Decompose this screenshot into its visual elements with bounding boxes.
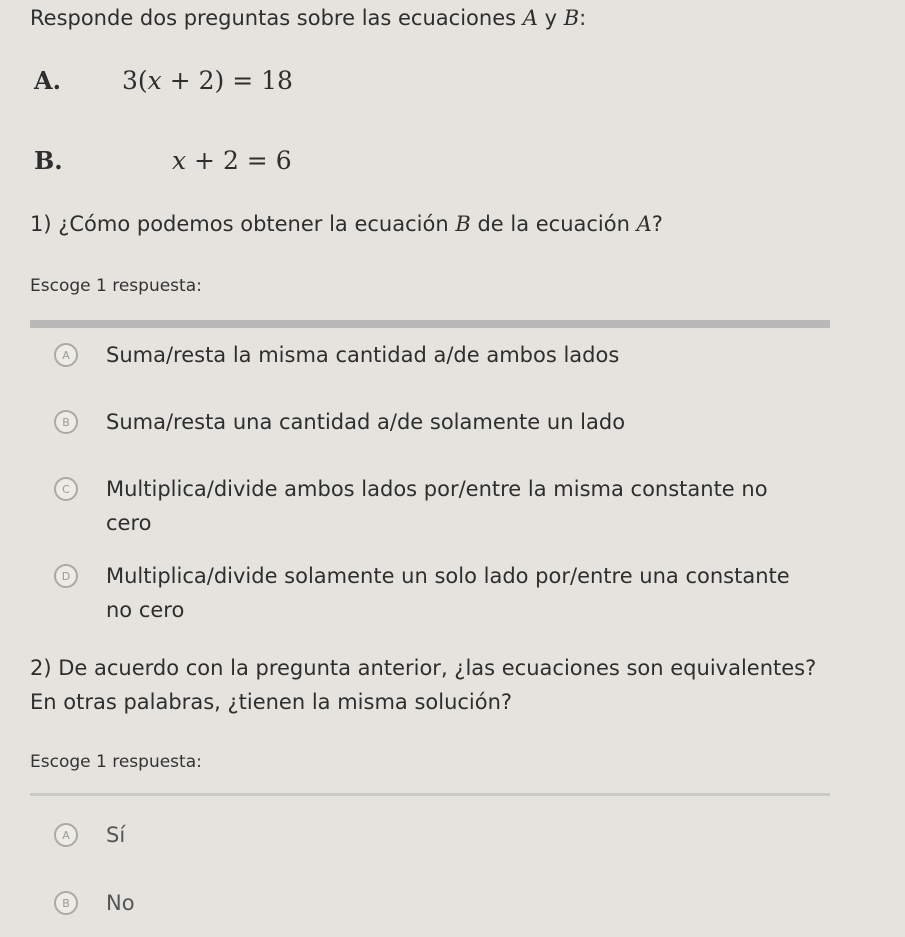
equation-a-var: x	[147, 66, 162, 95]
choice-c-text: Multiplica/divide ambos lados por/entre la misma constante no cero	[106, 477, 768, 535]
equation-a-rest: + 2) = 18	[161, 66, 293, 95]
choice-si-text: Sí	[106, 823, 126, 847]
question-2-line-2: En otras palabras, ¿tienen la misma solución?	[30, 690, 513, 714]
choice-d-text: Multiplica/divide solamente un solo lado por/entre una constante no cero	[106, 564, 790, 622]
choice-a-radio[interactable]: A	[54, 343, 78, 367]
intro-conj: y	[537, 6, 564, 30]
question-1-choice-b[interactable]	[54, 410, 806, 439]
intro-var-a: A	[522, 6, 538, 30]
question-1-prefix: 1) ¿Cómo podemos obtener la ecuación	[30, 212, 456, 236]
choice-a-text: Suma/resta la misma cantidad a/de ambos lados	[106, 343, 620, 367]
intro-var-b: B	[563, 6, 580, 30]
question-1-middle: de la ecuación	[470, 212, 637, 236]
choice-d-radio[interactable]: D	[54, 564, 78, 588]
choice-b-text: Suma/resta una cantidad a/de solamente un lado	[106, 410, 626, 434]
choice-no-text: No	[106, 891, 135, 915]
question-2-choice-b[interactable]	[54, 891, 806, 920]
equation-b-label: B.	[34, 146, 63, 175]
question-1-suffix: ?	[651, 212, 663, 236]
question-1-prompt: Escoge 1 respuesta:	[30, 276, 202, 296]
intro-text	[30, 6, 586, 30]
choice-c-radio[interactable]: C	[54, 477, 78, 501]
question-2-divider	[30, 793, 830, 796]
intro-prefix: Responde dos preguntas sobre las ecuaciones	[30, 6, 523, 30]
question-2-choice-a[interactable]	[54, 823, 806, 852]
question-1	[30, 212, 663, 236]
question-1-choice-d[interactable]	[54, 564, 806, 627]
equation-a-label: A.	[34, 66, 61, 95]
equation-a	[122, 66, 293, 95]
question-1-var-b: B	[455, 212, 471, 236]
question-1-divider	[30, 320, 830, 328]
question-2-line-1: 2) De acuerdo con la pregunta anterior, ¿las ecuaciones son equivalentes?	[30, 656, 817, 680]
equation-b-var: x	[172, 146, 187, 175]
choice-si-radio[interactable]: A	[54, 823, 78, 847]
equation-b	[172, 146, 292, 175]
intro-suffix: :	[579, 6, 587, 30]
question-1-choice-a[interactable]	[54, 343, 806, 372]
question-1-choice-c[interactable]	[54, 477, 806, 540]
question-2-prompt: Escoge 1 respuesta:	[30, 752, 202, 772]
equation-b-rest: + 2 = 6	[186, 146, 292, 175]
choice-b-radio[interactable]: B	[54, 410, 78, 434]
question-1-var-a: A	[636, 212, 652, 236]
equation-a-coef: 3(	[122, 66, 148, 95]
choice-no-radio[interactable]: B	[54, 891, 78, 915]
